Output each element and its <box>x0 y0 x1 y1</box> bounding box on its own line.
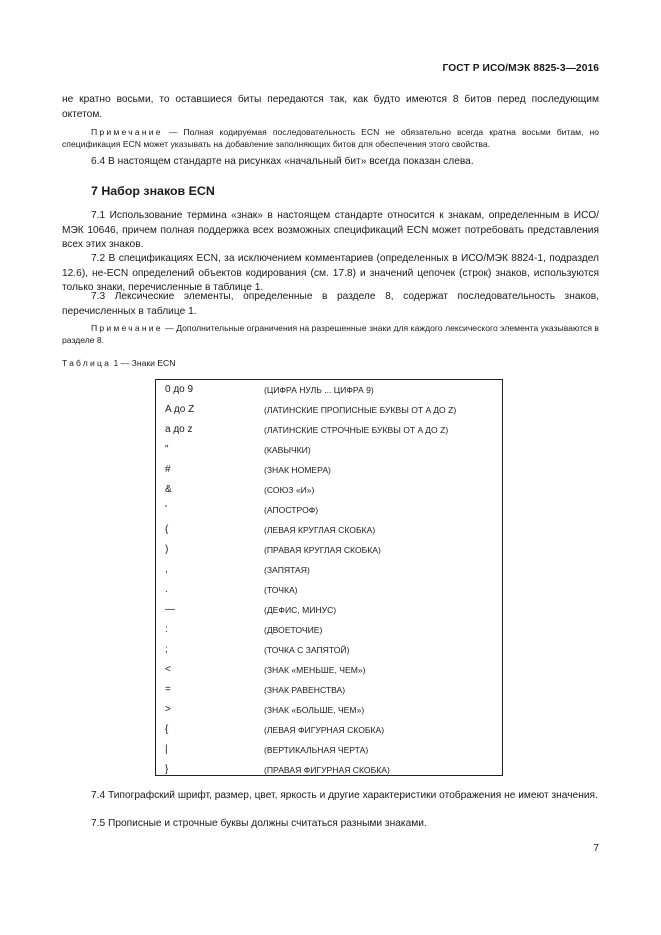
paragraph-7-3: 7.3 Лексические элементы, определенные в разделе 8, содержат последовательность знаков, перечисленных в таблице 1. <box>62 291 599 317</box>
character-symbol: 0 до 9 <box>165 384 194 395</box>
paragraph-7-2: 7.2 В спецификациях ECN, за исключением комментариев (определенных в ИСО/МЭК 8824-1, подраздел 12.6), не-ECN определений объектов кодирования (см. 17.8) и значений цепочек (строк) знаков, используются только знаки, перечисленные в таблице 1. <box>62 253 599 293</box>
character-symbol: " <box>165 444 169 455</box>
paragraph-7-4: 7.4 Типографский шрифт, размер, цвет, яркость и другие характеристики отображения не имеют значения. <box>91 790 598 801</box>
table-row <box>156 720 502 740</box>
note-1-text: — Полная кодируемая последовательность ECN не обязательно всегда кратна восьми битам, но спецификация ECN может указывать на добавление заполняющих битов для обеспечения этого свойства. <box>62 127 599 149</box>
character-name: (ПРАВАЯ КРУГЛАЯ СКОБКА) <box>264 545 381 555</box>
character-symbol: & <box>165 484 172 495</box>
character-name: (ЗАПЯТАЯ) <box>264 565 310 575</box>
table-row <box>156 640 502 660</box>
table-row <box>156 440 502 460</box>
character-name: (ЗНАК НОМЕРА) <box>264 465 331 475</box>
table-caption-text: 1 — Знаки ECN <box>111 358 176 368</box>
character-symbol: ; <box>165 644 168 655</box>
character-name: (ДЕФИС, МИНУС) <box>264 605 337 615</box>
character-name: (ЗНАК «БОЛЬШЕ, ЧЕМ») <box>264 705 365 715</box>
table-row <box>156 620 502 640</box>
table-row <box>156 460 502 480</box>
character-name: (ЛЕВАЯ ФИГУРНАЯ СКОБКА) <box>264 725 385 735</box>
document-header: ГОСТ Р ИСО/МЭК 8825-3—2016 <box>442 63 599 74</box>
character-symbol: A до Z <box>165 404 195 415</box>
character-symbol: > <box>165 704 171 715</box>
section-7-heading: 7 Набор знаков ECN <box>91 184 215 198</box>
character-symbol: a до z <box>165 424 193 435</box>
paragraph-7-5: 7.5 Прописные и строчные буквы должны считаться разными знаками. <box>91 818 427 829</box>
character-name: (ВЕРТИКАЛЬНАЯ ЧЕРТА) <box>264 745 369 755</box>
table-row <box>156 560 502 580</box>
table-row <box>156 380 502 400</box>
table-caption-label: Таблица <box>62 358 112 368</box>
paragraph-7-1: 7.1 Использование термина «знак» в настоящем стандарте относится к знакам, определенным в ИСО/МЭК 10646, причем полная поддержка всех возможных спецификаций ECN может потребовать представления всех этих знаков. <box>62 210 599 250</box>
character-name: (КАВЫЧКИ) <box>264 445 311 455</box>
character-symbol: ' <box>165 504 167 515</box>
character-name: (ПРАВАЯ ФИГУРНАЯ СКОБКА) <box>264 765 390 775</box>
character-name: (АПОСТРОФ) <box>264 505 319 515</box>
table-row <box>156 400 502 420</box>
character-symbol: . <box>165 584 168 595</box>
character-name: (ДВОЕТОЧИЕ) <box>264 625 323 635</box>
table-row <box>156 420 502 440</box>
table-row <box>156 520 502 540</box>
character-name: (ЦИФРА НУЛЬ ... ЦИФРА 9) <box>264 385 374 395</box>
character-symbol: ) <box>165 544 169 555</box>
ecn-characters-table <box>155 379 503 776</box>
table-row <box>156 500 502 520</box>
paragraph-6-4: 6.4 В настоящем стандарте на рисунках «начальный бит» всегда показан слева. <box>91 156 474 167</box>
character-symbol: — <box>165 604 175 615</box>
note-1-label: Примечание <box>91 127 163 137</box>
character-name: (ТОЧКА С ЗАПЯТОЙ) <box>264 645 350 655</box>
character-symbol: # <box>165 464 171 475</box>
table-row <box>156 660 502 680</box>
table-row <box>156 760 502 780</box>
table-row <box>156 700 502 720</box>
character-symbol: } <box>165 764 169 775</box>
table-row <box>156 740 502 760</box>
character-symbol: = <box>165 684 171 695</box>
character-symbol: ( <box>165 524 169 535</box>
page-number: 7 <box>593 843 599 854</box>
table-row <box>156 540 502 560</box>
note-1 <box>62 126 599 150</box>
character-name: (ЛАТИНСКИЕ СТРОЧНЫЕ БУКВЫ ОТ A ДО Z) <box>264 425 449 435</box>
character-name: (СОЮЗ «И») <box>264 485 315 495</box>
character-name: (ЛЕВАЯ КРУГЛАЯ СКОБКА) <box>264 525 376 535</box>
character-symbol: | <box>165 744 168 755</box>
character-symbol: { <box>165 724 169 735</box>
paragraph-continuation: не кратно восьми, то оставшиеся биты передаются так, как будто имеются 8 битов перед последующим октетом. <box>62 94 599 120</box>
table-row <box>156 580 502 600</box>
note-2 <box>62 322 599 346</box>
table-row <box>156 480 502 500</box>
character-name: (ТОЧКА) <box>264 585 298 595</box>
character-symbol: < <box>165 664 171 675</box>
table-caption <box>62 358 175 368</box>
character-name: (ЛАТИНСКИЕ ПРОПИСНЫЕ БУКВЫ ОТ A ДО Z) <box>264 405 457 415</box>
character-symbol: : <box>165 624 168 635</box>
character-symbol: , <box>165 564 168 575</box>
table-row <box>156 680 502 700</box>
note-2-label: Примечание <box>91 323 163 333</box>
character-name: (ЗНАК РАВЕНСТВА) <box>264 685 346 695</box>
note-2-text: — Дополнительные ограничения на разрешенные знаки для каждого лексического элемента указываются в разделе 8. <box>62 323 599 345</box>
character-name: (ЗНАК «МЕНЬШЕ, ЧЕМ») <box>264 665 366 675</box>
table-row <box>156 600 502 620</box>
